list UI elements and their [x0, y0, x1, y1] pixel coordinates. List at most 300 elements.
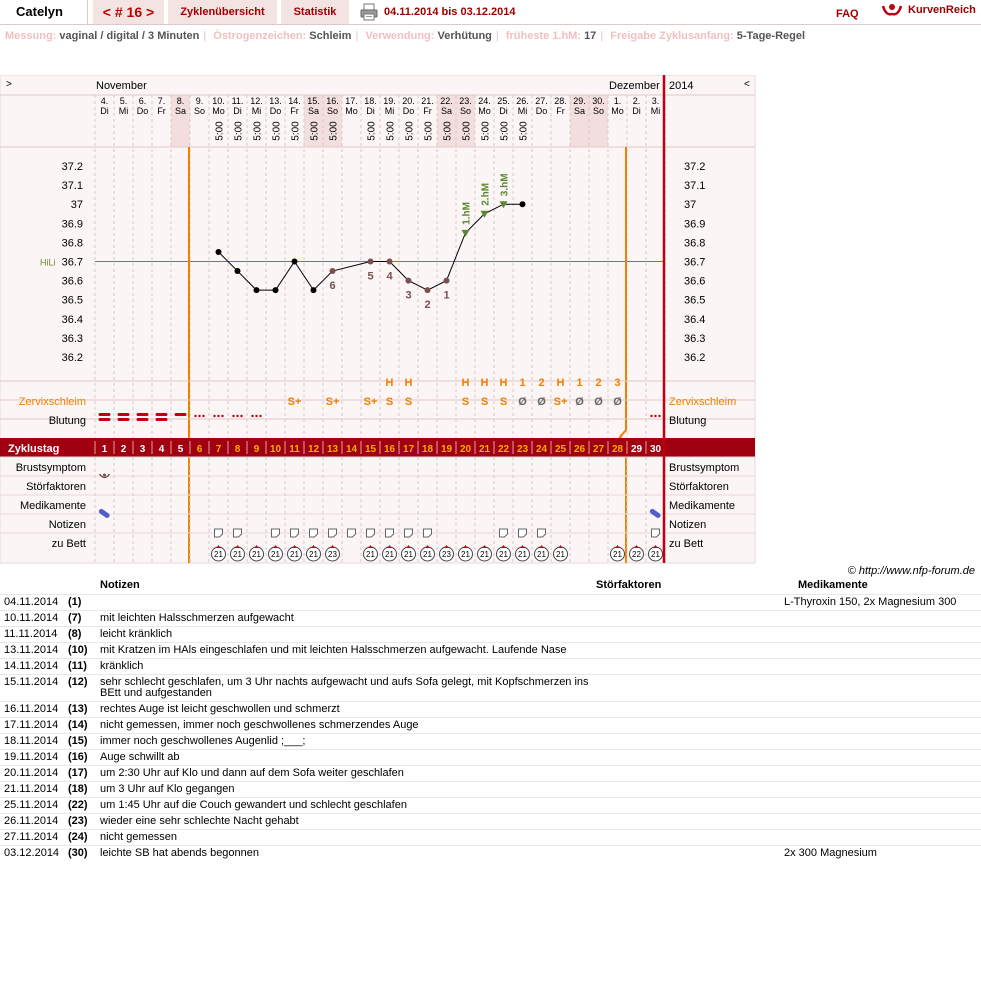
tab-cycle-overview[interactable]: Zyklenübersicht — [168, 0, 277, 24]
note-icon — [310, 529, 318, 537]
printer-icon[interactable] — [360, 3, 378, 21]
low-label: 6 — [329, 280, 336, 293]
weekday-label: Mi — [384, 106, 395, 116]
measurement-time: 5:00 — [518, 121, 530, 141]
cycle-day-number: 10 — [269, 444, 282, 455]
mucus-sensation: H — [385, 377, 394, 389]
table-row — [0, 675, 981, 702]
table-row — [0, 846, 981, 862]
note-icon — [329, 529, 337, 537]
mucus-symbol: Ø — [537, 396, 546, 408]
bleeding-mark — [137, 413, 149, 416]
bed-time: 21 — [366, 550, 375, 559]
y-tick-label: 37 — [70, 199, 83, 212]
mucus-symbol: Ø — [594, 396, 603, 408]
spotting-mark — [251, 415, 253, 417]
note-text: rechtes Auge ist leicht geschwollen und schmerzt — [96, 702, 596, 718]
day-number: 9. — [195, 96, 204, 106]
temperature-point — [235, 268, 241, 274]
y-tick-label: 36.6 — [684, 275, 706, 288]
info-value: 5-Tage-Regel — [736, 30, 806, 42]
mucus-sensation: H — [556, 377, 565, 389]
day-number: 3. — [651, 96, 660, 106]
note-cycle-day: (10) — [64, 643, 96, 659]
cycle-day-number: 12 — [307, 444, 320, 455]
row-label-stoer: Störfaktoren — [669, 481, 729, 493]
weekday-label: Do — [269, 106, 282, 116]
measurement-time: 5:00 — [233, 121, 245, 141]
day-number: 14. — [288, 96, 301, 106]
bed-time: 21 — [252, 550, 261, 559]
spotting-mark — [213, 415, 215, 417]
note-stoer — [596, 766, 780, 782]
temperature-point — [368, 259, 374, 265]
note-date: 18.11.2014 — [0, 734, 64, 750]
weekday-label: Fr — [157, 106, 166, 116]
bed-time: 23 — [442, 550, 451, 559]
y-tick-label: 36.7 — [684, 256, 706, 269]
weekday-label: Di — [632, 106, 641, 116]
note-stoer — [596, 675, 780, 702]
y-tick-label: 37 — [684, 199, 697, 212]
tab-statistics[interactable]: Statistik — [281, 0, 349, 24]
note-date: 15.11.2014 — [0, 675, 64, 702]
spotting-mark — [650, 415, 652, 417]
y-tick-label: 36.8 — [684, 237, 706, 250]
month-label: November — [96, 80, 147, 92]
info-value: vaginal / digital / 3 Minuten — [59, 30, 200, 42]
bed-time: 21 — [499, 550, 508, 559]
note-medi: 2x 300 Magnesium — [780, 846, 981, 862]
weekday-label: Sa — [307, 106, 320, 116]
note-icon — [386, 529, 394, 537]
day-number: 7. — [157, 96, 166, 106]
weekday-label: Mo — [611, 106, 624, 116]
high-label: 2.hM — [480, 182, 492, 206]
note-cycle-day: (13) — [64, 702, 96, 718]
cycle-selector — [93, 0, 164, 24]
mucus-symbol: S — [499, 396, 508, 408]
info-value: Schleim — [309, 30, 352, 42]
note-cycle-day: (14) — [64, 718, 96, 734]
bed-time: 21 — [404, 550, 413, 559]
spotting-mark — [202, 415, 204, 417]
weekday-label: So — [592, 106, 605, 116]
chart-background — [0, 75, 755, 563]
row-label-zyklustag: Zyklustag — [8, 443, 60, 455]
temperature-point — [292, 259, 298, 265]
note-medi — [780, 782, 981, 798]
measurement-time: 5:00 — [328, 121, 340, 141]
cycle-day-number: 19 — [440, 444, 453, 455]
temperature-point — [311, 287, 317, 293]
weekday-label: Do — [535, 106, 548, 116]
temperature-point — [444, 278, 450, 284]
low-label: 1 — [443, 289, 450, 302]
day-number: 23. — [459, 96, 472, 106]
cycle-day-number: 11 — [289, 444, 300, 455]
table-row — [0, 595, 981, 611]
note-medi — [780, 750, 981, 766]
note-stoer — [596, 734, 780, 750]
note-text: kränklich — [96, 659, 596, 675]
bed-time: 23 — [328, 550, 337, 559]
temperature-point — [216, 249, 222, 255]
note-text: leicht kränklich — [96, 627, 596, 643]
bleeding-mark — [137, 418, 149, 421]
weekday-label: Mo — [478, 106, 491, 116]
weekday-label: Mo — [212, 106, 225, 116]
bed-time: 21 — [480, 550, 489, 559]
note-cycle-day: (11) — [64, 659, 96, 675]
bed-time: 21 — [518, 550, 527, 559]
day-number: 20. — [402, 96, 415, 106]
row-label-brust: Brustsymptom — [15, 462, 86, 474]
note-date: 19.11.2014 — [0, 750, 64, 766]
note-stoer — [596, 643, 780, 659]
y-tick-label: 36.5 — [684, 294, 706, 307]
y-tick-label: 37.1 — [684, 180, 706, 193]
day-number: 19. — [383, 96, 396, 106]
row-label-blutung: Blutung — [48, 415, 86, 427]
high-label: 1.hM — [461, 202, 473, 225]
day-number: 29. — [573, 96, 586, 106]
cycle-day-number: 20 — [459, 444, 472, 455]
note-icon — [405, 529, 413, 537]
spotting-mark — [259, 415, 261, 417]
y-tick-label: 37.2 — [61, 161, 83, 173]
cycle-number: # 16 — [114, 4, 143, 20]
spotting-mark — [654, 415, 656, 417]
cycle-day-number: 25 — [554, 444, 567, 455]
table-row — [0, 734, 981, 750]
day-number: 30. — [592, 96, 605, 106]
note-date: 26.11.2014 — [0, 814, 64, 830]
note-stoer — [596, 782, 780, 798]
y-tick-label: 36.9 — [61, 218, 83, 231]
measurement-time: 5:00 — [385, 121, 397, 141]
note-text — [96, 595, 596, 611]
note-cycle-day: (23) — [64, 814, 96, 830]
note-icon — [652, 529, 660, 537]
y-tick-label: 36.6 — [61, 275, 83, 288]
note-medi — [780, 734, 981, 750]
bed-time: 21 — [309, 550, 318, 559]
table-row — [0, 702, 981, 718]
note-text: leichte SB hat abends begonnen — [96, 846, 596, 862]
note-icon — [538, 529, 546, 537]
measurement-time: 5:00 — [423, 121, 435, 141]
next-cycle-button[interactable]: > — [146, 4, 155, 20]
measurement-time: 5:00 — [290, 121, 302, 141]
measurement-time: 5:00 — [404, 121, 416, 141]
note-date: 16.11.2014 — [0, 702, 64, 718]
row-label-notizen: Notizen — [48, 519, 86, 531]
low-label: 4 — [386, 270, 393, 283]
user-name: Catelyn — [0, 0, 88, 24]
cycle-day-number: 6 — [196, 444, 203, 455]
day-number: 28. — [554, 96, 567, 106]
bed-time: 21 — [423, 550, 432, 559]
table-row — [0, 718, 981, 734]
spotting-mark — [255, 415, 257, 417]
day-number: 25. — [497, 96, 510, 106]
note-text: sehr schlecht geschlafen, um 3 Uhr nachts aufgewacht und aufs Sofa gelegt, mit Kopfschmerzen ins BEtt und aufgestanden — [96, 675, 596, 702]
note-icon — [291, 529, 299, 537]
note-medi: L-Thyroxin 150, 2x Magnesium 300 — [780, 595, 981, 611]
day-number: 4. — [100, 96, 109, 106]
note-stoer — [596, 659, 780, 675]
y-tick-label: 36.5 — [61, 294, 83, 307]
mucus-symbol: Ø — [575, 396, 584, 408]
note-icon — [367, 529, 375, 537]
day-number: 26. — [516, 96, 529, 106]
note-medi — [780, 814, 981, 830]
table-row — [0, 830, 981, 846]
bed-time: 22 — [632, 550, 641, 559]
info-value: Verhütung — [437, 30, 492, 42]
day-number: 6. — [138, 96, 147, 106]
nav-next-button[interactable]: < — [744, 79, 750, 90]
note-stoer — [596, 830, 780, 846]
cycle-day-number: 23 — [516, 444, 529, 455]
weekday-label: Do — [402, 106, 415, 116]
measurement-time: 5:00 — [366, 121, 378, 141]
row-label-bett: zu Bett — [51, 538, 86, 550]
y-tick-label: 36.3 — [684, 332, 706, 345]
row-label-zervix: Zervixschleim — [669, 396, 737, 408]
day-number: 2. — [632, 96, 641, 106]
spotting-mark — [232, 415, 234, 417]
mucus-sensation: 1 — [576, 377, 583, 389]
row-label-bett: zu Bett — [669, 538, 704, 550]
weekday-label: Sa — [174, 106, 187, 116]
day-number: 1. — [613, 96, 622, 106]
bed-time: 21 — [651, 550, 660, 559]
mucus-sensation: H — [461, 377, 470, 389]
day-number: 12. — [250, 96, 263, 106]
mucus-symbol: S+ — [363, 396, 378, 408]
y-tick-label: 36.7 — [61, 256, 83, 269]
temperature-point — [387, 259, 393, 265]
cycle-settings-info: Messung: vaginal / digital / 3 Minuten | Östrogenzeichen: Schleim | Verwendung: Verhütung | früheste 1.hM: 17 | Freigabe Zyklusanfang: 5-Tage-Regel — [5, 30, 806, 42]
weekday-label: Do — [136, 106, 149, 116]
note-date: 21.11.2014 — [0, 782, 64, 798]
mucus-symbol: Ø — [518, 396, 527, 408]
bed-time: 21 — [290, 550, 299, 559]
y-tick-label: 36.9 — [684, 218, 706, 231]
cycle-day-number: 27 — [592, 444, 605, 455]
cycle-day-number: 24 — [535, 444, 548, 455]
note-cycle-day: (22) — [64, 798, 96, 814]
note-medi — [780, 766, 981, 782]
temperature-point — [425, 287, 431, 293]
note-text: mit Kratzen im HAls eingeschlafen und mit leichten Halsschmerzen aufgewacht. Laufende Nase — [96, 643, 596, 659]
bed-time: 21 — [461, 550, 470, 559]
row-label-zervix: Zervixschleim — [18, 396, 86, 408]
note-date: 10.11.2014 — [0, 611, 64, 627]
temperature-point — [254, 287, 260, 293]
note-cycle-day: (17) — [64, 766, 96, 782]
info-key: früheste 1.hM: — [505, 30, 581, 42]
note-text: nicht gemessen — [96, 830, 596, 846]
note-date: 11.11.2014 — [0, 627, 64, 643]
breast-symptom-icon — [103, 474, 106, 477]
note-medi — [780, 659, 981, 675]
measurement-time: 5:00 — [461, 121, 473, 141]
month-label: Dezember — [609, 80, 660, 92]
weekday-label: Di — [499, 106, 508, 116]
note-text: Auge schwillt ab — [96, 750, 596, 766]
note-icon — [215, 529, 223, 537]
note-text: nicht gemessen, immer noch geschwollenes schmerzendes Auge — [96, 718, 596, 734]
bed-time: 21 — [613, 550, 622, 559]
mucus-sensation: 2 — [595, 377, 602, 389]
cycle-day-number: 4 — [158, 444, 165, 455]
mucus-symbol: S — [480, 396, 489, 408]
cycle-day-number: 30 — [649, 444, 662, 455]
bleeding-mark — [99, 413, 111, 416]
bed-time: 21 — [556, 550, 565, 559]
note-medi — [780, 643, 981, 659]
low-label: 3 — [405, 289, 412, 302]
note-cycle-day: (1) — [64, 595, 96, 611]
hili-label: HiLi — [40, 257, 56, 268]
spotting-mark — [240, 415, 242, 417]
note-icon — [272, 529, 280, 537]
info-key: Verwendung: — [365, 30, 435, 42]
cycle-day-number: 8 — [234, 444, 241, 455]
mucus-sensation: 3 — [614, 377, 621, 389]
note-icon — [519, 529, 527, 537]
note-icon — [500, 529, 508, 537]
bleeding-mark — [156, 413, 168, 416]
note-date: 17.11.2014 — [0, 718, 64, 734]
weekday-label: So — [326, 106, 339, 116]
logo-text[interactable]: KurvenReich — [908, 4, 976, 16]
weekday-label: Di — [233, 106, 242, 116]
stoer-header: Störfaktoren — [596, 579, 662, 591]
kurvenreich-logo-icon[interactable] — [880, 2, 904, 22]
medi-header: Medikamente — [798, 579, 868, 591]
day-number: 18. — [364, 96, 377, 106]
mucus-symbol: S — [404, 396, 413, 408]
weekday-label: Fr — [556, 106, 565, 116]
note-text: um 3 Uhr auf Klo gegangen — [96, 782, 596, 798]
cycle-day-number: 7 — [215, 444, 222, 455]
top-navigation — [0, 0, 981, 25]
note-cycle-day: (15) — [64, 734, 96, 750]
weekday-label: Sa — [440, 106, 453, 116]
weekday-label: So — [459, 106, 472, 116]
temperature-point — [406, 278, 412, 284]
mucus-symbol: S+ — [287, 396, 302, 408]
temperature-point — [330, 268, 336, 274]
weekday-label: Mo — [345, 106, 358, 116]
spotting-mark — [198, 415, 200, 417]
note-medi — [780, 611, 981, 627]
spotting-mark — [217, 415, 219, 417]
day-number: 8. — [176, 96, 185, 106]
weekday-label: Mi — [650, 106, 661, 116]
cycle-day-number: 21 — [478, 444, 491, 455]
temperature-point — [520, 201, 526, 207]
note-date: 13.11.2014 — [0, 643, 64, 659]
spotting-mark — [236, 415, 238, 417]
day-number: 13. — [269, 96, 282, 106]
note-text: um 2:30 Uhr auf Klo und dann auf dem Sofa weiter geschlafen — [96, 766, 596, 782]
note-stoer — [596, 798, 780, 814]
cycle-day-number: 17 — [402, 444, 415, 455]
notes-table — [0, 576, 981, 861]
cycle-day-number: 22 — [497, 444, 510, 455]
low-label: 2 — [424, 299, 431, 312]
info-key: Östrogenzeichen: — [213, 30, 307, 42]
bed-time: 21 — [214, 550, 223, 559]
cycle-day-number: 9 — [253, 444, 260, 455]
row-label-medi: Medikamente — [669, 500, 736, 512]
weekday-label: Mi — [251, 106, 262, 116]
weekday-label: So — [193, 106, 206, 116]
measurement-time: 5:00 — [499, 121, 511, 141]
measurement-time: 5:00 — [480, 121, 492, 141]
note-date: 25.11.2014 — [0, 798, 64, 814]
mucus-sensation: H — [499, 377, 508, 389]
day-number: 24. — [478, 96, 491, 106]
cycle-chart — [0, 75, 981, 565]
table-row — [0, 750, 981, 766]
bleeding-mark — [175, 413, 187, 416]
nav-prev-button[interactable]: > — [6, 79, 12, 90]
mucus-symbol: Ø — [613, 396, 622, 408]
measurement-time: 5:00 — [252, 121, 264, 141]
spotting-mark — [658, 415, 660, 417]
note-date: 20.11.2014 — [0, 766, 64, 782]
faq-link[interactable]: FAQ — [836, 8, 859, 20]
table-row — [0, 643, 981, 659]
table-row — [0, 766, 981, 782]
mucus-symbol: S+ — [553, 396, 568, 408]
note-cycle-day: (16) — [64, 750, 96, 766]
row-label-brust: Brustsymptom — [669, 462, 740, 474]
y-tick-label: 36.2 — [684, 352, 706, 364]
mucus-symbol: S — [385, 396, 394, 408]
cycle-day-number: 26 — [573, 444, 586, 455]
note-medi — [780, 702, 981, 718]
bed-time: 21 — [271, 550, 280, 559]
weekday-label: Di — [366, 106, 375, 116]
day-number: 22. — [440, 96, 453, 106]
note-text: wieder eine sehr schlechte Nacht gehabt — [96, 814, 596, 830]
mucus-sensation: 1 — [519, 377, 526, 389]
cycle-day-number: 1 — [101, 444, 108, 455]
note-date: 04.11.2014 — [0, 595, 64, 611]
bed-time: 21 — [233, 550, 242, 559]
row-label-blutung: Blutung — [669, 415, 707, 427]
high-label: 3.hM — [499, 173, 511, 197]
mucus-sensation: 2 — [538, 377, 545, 389]
mucus-symbol: S+ — [325, 396, 340, 408]
prev-cycle-button[interactable]: < — [102, 4, 111, 20]
info-value: 17 — [584, 30, 597, 42]
measurement-time: 5:00 — [271, 121, 283, 141]
note-cycle-day: (12) — [64, 675, 96, 702]
y-tick-label: 36.2 — [61, 352, 83, 364]
note-icon — [424, 529, 432, 537]
cycle-day-number: 14 — [345, 444, 358, 455]
note-medi — [780, 675, 981, 702]
cycle-day-number: 3 — [139, 444, 146, 455]
